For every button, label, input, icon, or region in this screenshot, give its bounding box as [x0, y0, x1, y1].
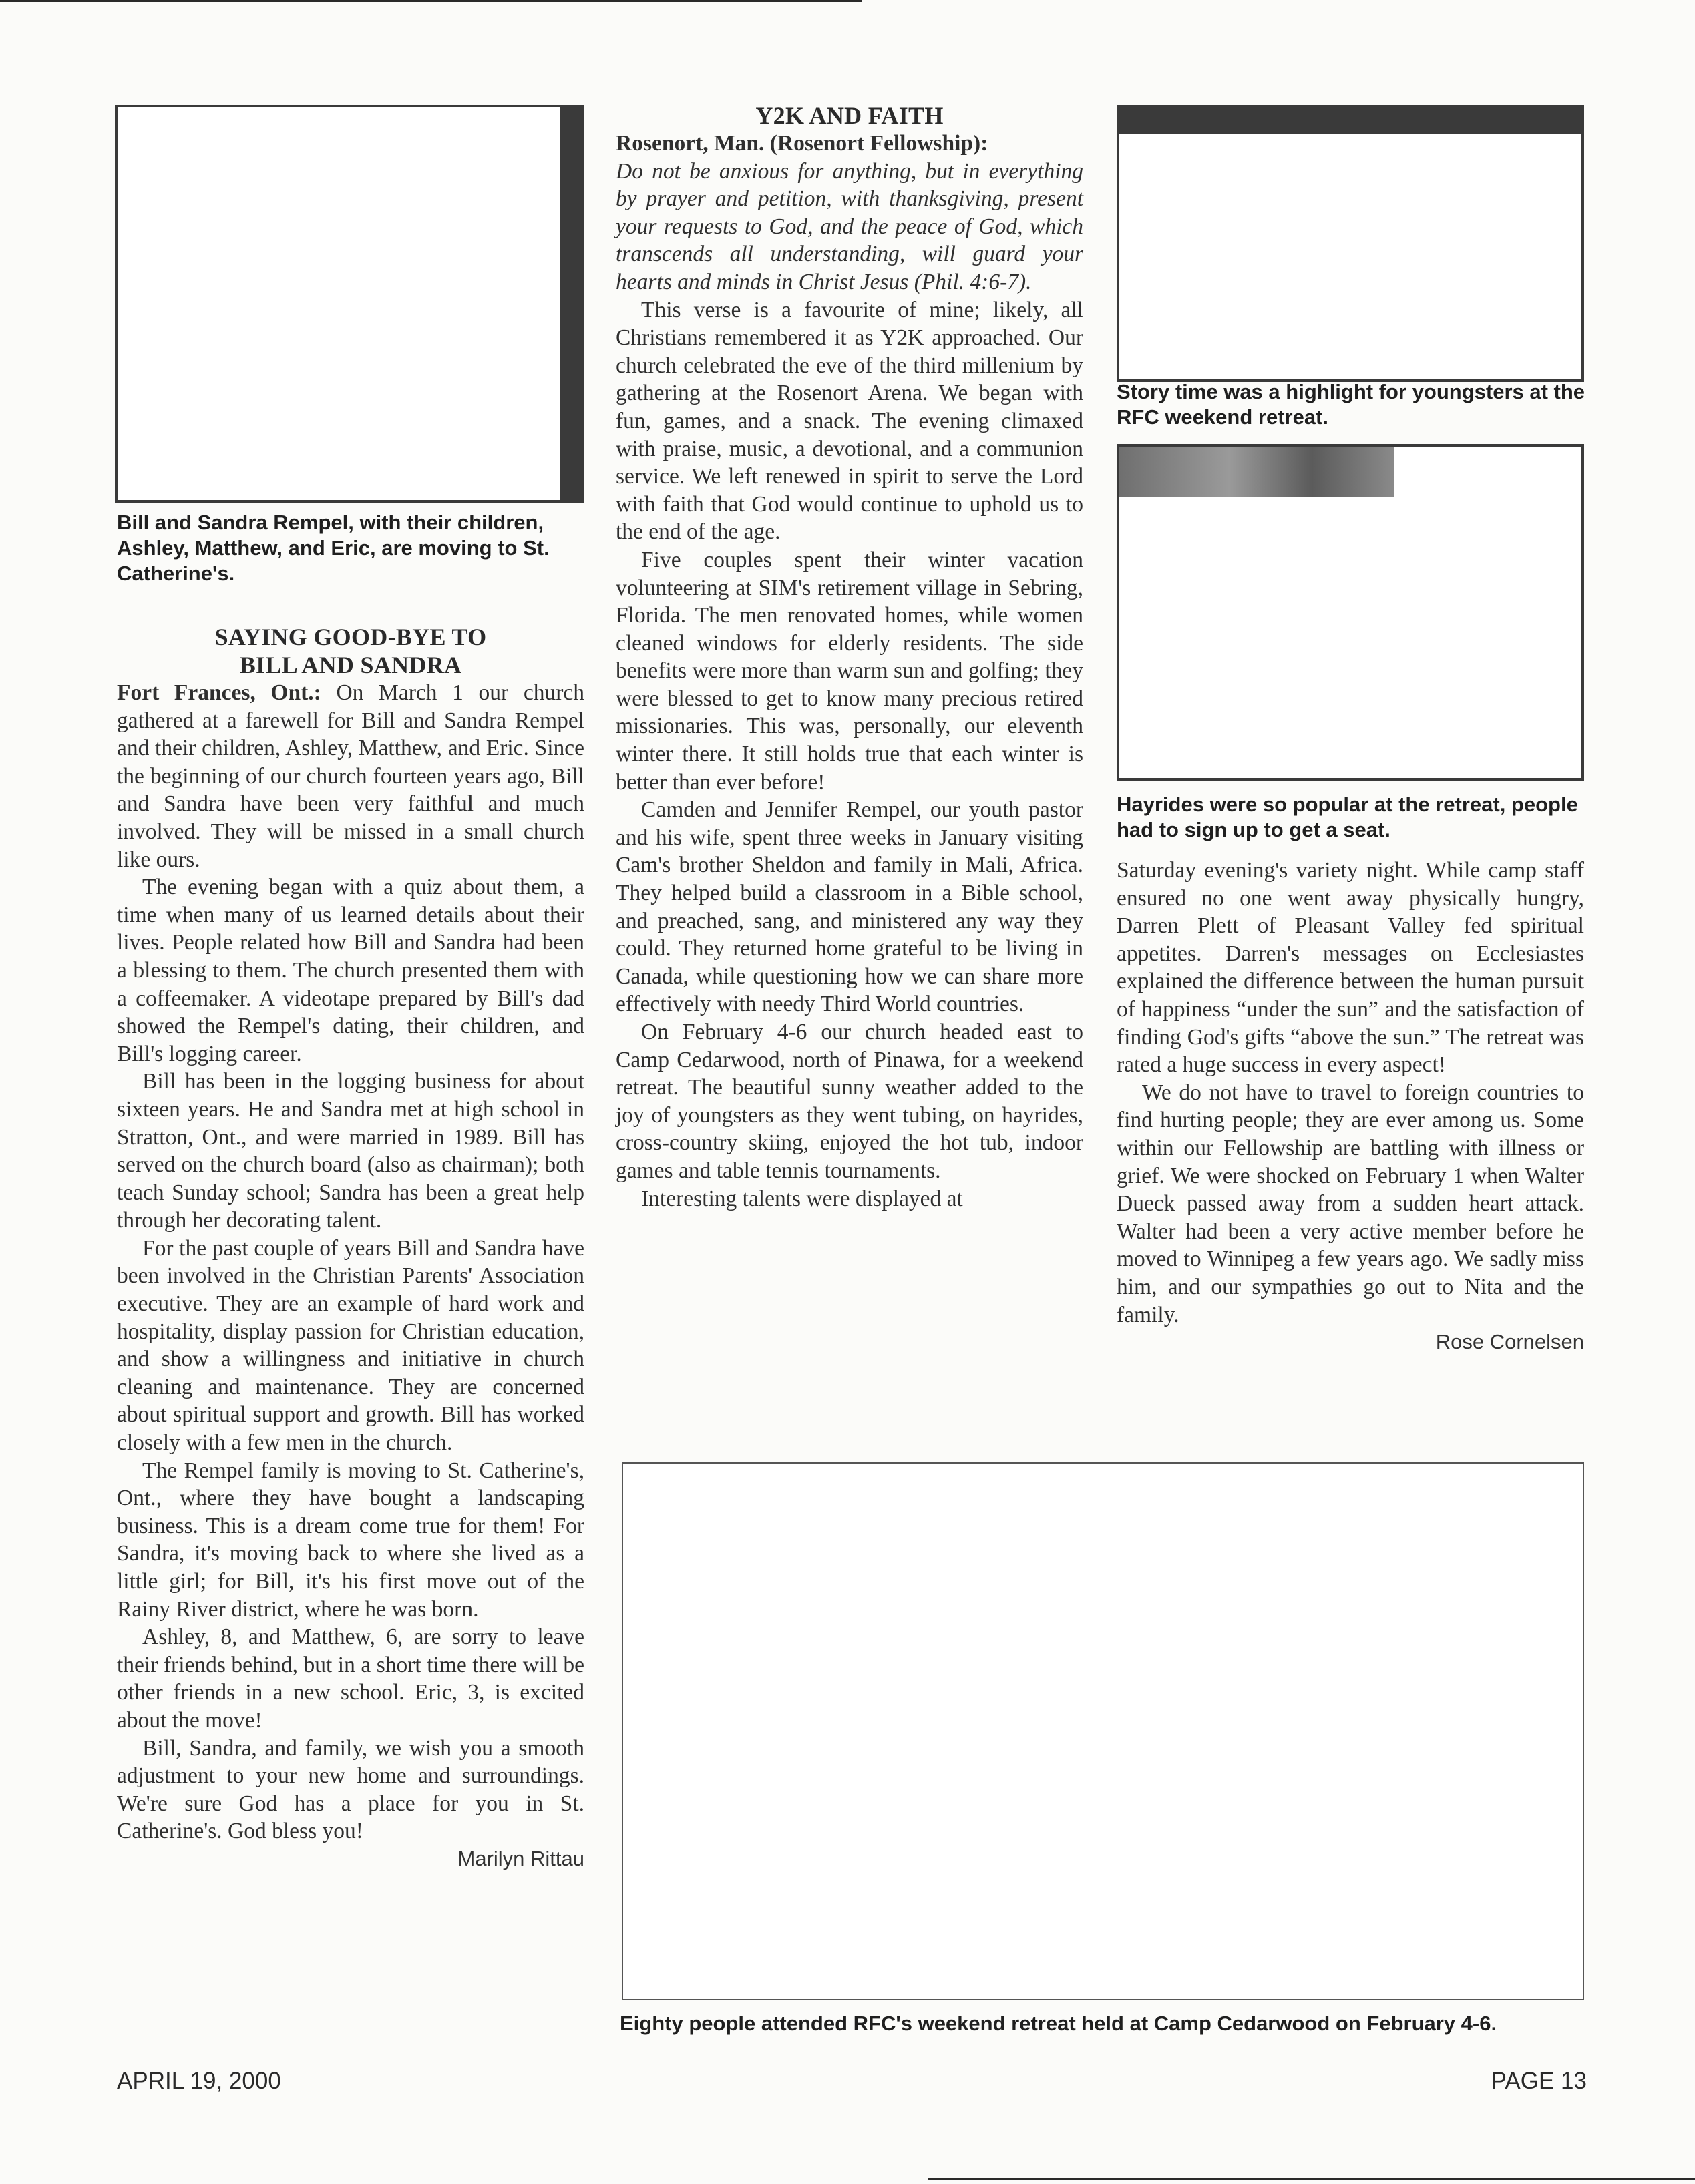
y2k-dateline [616, 130, 1083, 158]
goodbye-paragraph: The evening began with a quiz about them, a time when many of us learned details about their lives. People related how Bill and Sandra had been a blessing to them. The church presented them with a coffeemaker. A videotape prepared by Bill's dad showed the Rempel's dating, their children, and Bill's logging career. [117, 875, 584, 1066]
rempel-photo-caption: Bill and Sandra Rempel, with their children, Ashley, Matthew, and Eric, are moving to St. Catherine's. [117, 511, 550, 585]
goodbye-dateline: Fort Frances, Ont.: [117, 680, 321, 705]
article-y2k [616, 101, 1083, 1213]
footer-page-number: PAGE 13 [1491, 2068, 1587, 2094]
y2k-paragraph: This verse is a favourite of mine; likely, all Christians remembered it as Y2K approached. Our church celebrated the eve of the third millenium by gathering at the Rosenort Arena. We began with fun, games, and a snack. The evening climaxed with praise, music, a devotional, and a communion service. We left renewed in spirit to serve the Lord with faith that God would continue to uphold us to the end of the age. [616, 297, 1083, 545]
goodbye-paragraph: The Rempel family is moving to St. Catherine's, Ont., where they have bought a landscaping business. This is a dream come true for them! For Sandra, it's moving back to where she lived as a little girl; for Bill, it's his first move out of the Rainy River district, where he was born. [117, 1458, 584, 1622]
y2k-continued-paragraph: Saturday evening's variety night. While camp staff ensured no one went away physically hungry, Darren Plett of Pleasant Valley fed spiritual appetites. Darren's messages on Ecclesiastes explained the difference between the human pursuit of happiness “under the sun” and the satisfaction of finding God's gifts “above the sun.” The retreat was rated a huge success in every aspect! [1117, 858, 1584, 1078]
retreat-group-caption: Eighty people attended RFC's weekend retreat held at Camp Cedarwood on February 4-6. [620, 2012, 1497, 2035]
goodbye-headline-line2: BILL AND SANDRA [239, 652, 462, 678]
goodbye-paragraph: Bill, Sandra, and family, we wish you a smooth adjustment to your new home and surroundings. We're sure God has a place for you in St. Catherine's. God bless you! [117, 1735, 584, 1844]
scan-edge-top [0, 0, 862, 2]
goodbye-paragraph: Ashley, 8, and Matthew, 6, are sorry to leave their friends behind, but in a short time there will be other friends in a new school. Eric, 3, is excited about the move! [117, 1624, 584, 1733]
hayride-photo-scene [1119, 447, 1394, 497]
rempel-family-photo [115, 105, 584, 503]
y2k-paragraph: On February 4-6 our church headed east to Camp Cedarwood, north of Pinawa, for a weekend retreat. The beautiful sunny weather added to the joy of youngsters as they went tubing, on hayrides, cross-country skiing, enjoyed the hot tub, indoor games and table tennis tournaments. [616, 1020, 1083, 1183]
story-time-photo [1117, 105, 1584, 382]
y2k-paragraph: Five couples spent their winter vacation volunteering at SIM's retirement village in Sebring, Florida. The men renovated homes, while women cleaned windows for elderly residents. The side benefits were more than warm sun and golfing; they were blessed to get to know many precious retired missionaries. This was, personally, our eleventh winter there. It still holds true that each winter is better than ever before! [616, 547, 1083, 795]
article-y2k-continued [1117, 857, 1584, 1355]
y2k-paragraph: Interesting talents were displayed at [641, 1186, 963, 1211]
y2k-byline: Rose Cornelsen [1435, 1330, 1584, 1354]
y2k-scripture-verse: Do not be anxious for anything, but in everything by prayer and petition, with thanksgiving, present your requests to God, and the peace of God, which transcends all understanding, will guard your hearts and minds in Christ Jesus (Phil. 4:6-7). [616, 158, 1083, 294]
goodbye-headline [117, 623, 584, 679]
y2k-dateline-text: Rosenort, Man. (Rosenort Fellowship): [616, 131, 988, 156]
goodbye-lead-text: On March 1 our church gathered at a farewell for Bill and Sandra Rempel and their children, Ashley, Matthew, and Eric. Since the beginning of our church fourteen years ago, Bill and Sandra have been very faithful and much involved. They will be missed in a small church like ours. [117, 680, 584, 872]
goodbye-paragraph: Bill has been in the logging business for about sixteen years. He and Sandra met at high school in Stratton, Ont., and were married in 1989. Bill has served on the church board (also as chairman); both teach Sunday school; Sandra has been a great help through her decorating talent. [117, 1069, 584, 1233]
y2k-paragraph: Camden and Jennifer Rempel, our youth pastor and his wife, spent three weeks in January visiting Cam's brother Sheldon and family in Mali, Africa. They helped build a classroom in a Bible school, and preached, sang, and ministered any way they could. They returned home grateful to be living in Canada, while questioning how we can share more effectively with needy Third World countries. [616, 797, 1083, 1017]
goodbye-headline-line1: SAYING GOOD-BYE TO [214, 624, 487, 650]
y2k-continued-paragraph: We do not have to travel to foreign countries to find hurting people; they are ever among us. Some within our Fellowship are battling with illness or grief. We were shocked on February 1 when Walter Dueck passed away from a sudden heart attack. Walter had been a very active member before he moved to Winnipeg a few years ago. We sadly miss him, and our sympathies go out to Nita and the family. [1117, 1080, 1584, 1327]
y2k-headline: Y2K AND FAITH [755, 102, 944, 129]
scan-edge-bottom [928, 2178, 1695, 2180]
retreat-group-photo [622, 1462, 1584, 2000]
hayride-caption: Hayrides were so popular at the retreat, people had to sign up to get a seat. [1117, 793, 1578, 841]
goodbye-paragraph: For the past couple of years Bill and Sandra have been involved in the Christian Parents' Association executive. They are an example of hard work and hospitality, display passion for Christian education, and show a willingness and initiative in church cleaning and maintenance. They are concerned about spiritual support and growth. Bill has worked closely with a few men in the church. [117, 1235, 584, 1456]
goodbye-lead-paragraph [117, 679, 584, 873]
article-goodbye [117, 623, 584, 1872]
story-time-caption: Story time was a highlight for youngsters at the RFC weekend retreat. [1117, 380, 1585, 429]
goodbye-byline: Marilyn Rittau [457, 1846, 584, 1870]
footer-date: APRIL 19, 2000 [117, 2068, 281, 2094]
